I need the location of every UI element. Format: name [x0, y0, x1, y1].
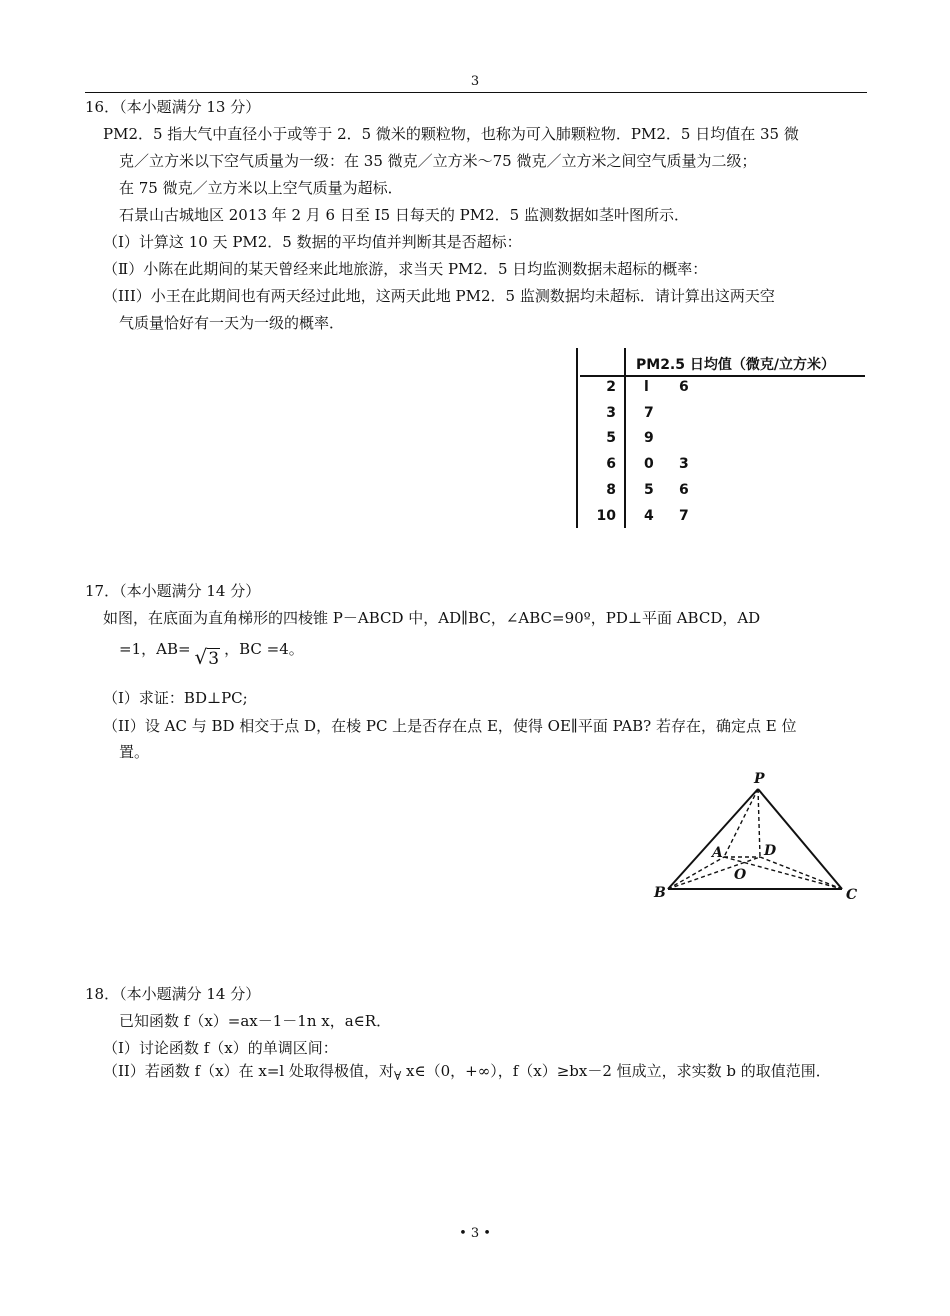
label-a: A [712, 845, 723, 861]
q18-part-2-end: x∈（0，+∞），f（x）≥bx－2 恒成立，求实数 b 的取值范围． [401, 1062, 831, 1080]
q18-title: 18．（本小题满分 14 分） [85, 985, 261, 1003]
q16-part-3: （III）小王在此期间也有两天经过此地，这两天此地 PM2．5 监测数据均未超标．请计算出这两天空 [103, 287, 775, 305]
stem-value: 2 [606, 379, 616, 395]
q17-line-2-start: =1，AB= [119, 640, 191, 658]
leaf-value: l [644, 379, 649, 395]
sqrt-radicand: 3 [208, 649, 220, 669]
q18-part-2 [103, 1061, 831, 1082]
q18-part-2-start: （II）若函数 f（x）在 x=l 处取得极值，对 [103, 1062, 394, 1080]
q16-part-1: （Ⅰ）计算这 10 天 PM2．5 数据的平均值并判断其是否超标： [103, 233, 522, 251]
q17-line-2 [119, 637, 304, 669]
q16-part-2: （Ⅱ）小陈在此期间的某天曾经来此地旅游，求当天 PM2．5 日均监测数据未超标的概率： [103, 260, 708, 278]
stem-leaf-header: PM2.5 日均值（微克/立方米） [636, 357, 835, 373]
stem-value: 6 [606, 456, 616, 472]
stem-leaf-left-rule [576, 348, 578, 528]
edge-pd [758, 789, 760, 857]
q17-part-1: （I）求证：BD⊥PC; [103, 689, 248, 707]
footer-page-number: • 3 • [459, 1226, 491, 1241]
leaf-value: 0 [644, 456, 654, 472]
stem-value: 5 [606, 430, 616, 446]
stem-leaf-top-rule [580, 375, 865, 377]
q18-line-1: 已知函数 f（x）=ax－1－1n x，a∈R． [119, 1012, 392, 1030]
q16-line-2: 克／立方米以下空气质量为一级：在 35 微克／立方米～75 微克／立方米之间空气质量为二级； [119, 152, 757, 170]
stem-value: 8 [606, 482, 616, 498]
label-o: O [734, 867, 747, 883]
leaf-value: 5 [644, 482, 654, 498]
q17-line-1: 如图，在底面为直角梯形的四棱锥 P－ABCD 中，AD∥BC，∠ABC=90º，PD⊥平面 ABCD，AD [103, 609, 761, 627]
header-page-number: 3 [470, 74, 480, 89]
label-b: B [654, 885, 666, 901]
header-rule [85, 92, 867, 93]
label-p: P [754, 771, 765, 787]
leaf-value: 3 [679, 456, 689, 472]
label-d: D [764, 843, 777, 859]
q17-part-2-cont: 置。 [119, 743, 150, 761]
q18-part-1: （I）讨论函数 f（x）的单调区间： [103, 1039, 338, 1057]
leaf-value: 9 [644, 430, 654, 446]
forall-symbol: ∀ [394, 1069, 402, 1083]
sqrt-sign: √ [194, 645, 208, 669]
label-c: C [846, 887, 858, 903]
stem-value: 10 [596, 508, 616, 524]
edge-pc [758, 789, 842, 889]
q16-line-3: 在 75 微克／立方米以上空气质量为超标． [119, 179, 403, 197]
q16-title: 16．（本小题满分 13 分） [85, 98, 261, 116]
stem-leaf-divider [624, 348, 626, 528]
stem-value: 3 [606, 405, 616, 421]
sqrt-expression [195, 647, 221, 669]
q17-part-2: （II）设 AC 与 BD 相交于点 D，在棱 PC 上是否存在点 E，使得 OE∥平面 PAB? 若存在，确定点 E 位 [103, 717, 797, 735]
leaf-value: 7 [644, 405, 654, 421]
edge-pa [724, 789, 758, 857]
q16-part-3-cont: 气质量恰好有一天为一级的概率． [119, 314, 345, 332]
leaf-value: 6 [679, 379, 689, 395]
q17-title: 17．（本小题满分 14 分） [85, 582, 261, 600]
q16-line-4: 石景山古城地区 2013 年 2 月 6 日至 I5 日每天的 PM2．5 监测数据如茎叶图所示． [119, 206, 689, 224]
leaf-value: 6 [679, 482, 689, 498]
leaf-value: 7 [679, 508, 689, 524]
pyramid-figure [650, 765, 865, 905]
q16-line-1: PM2．5 指大气中直径小于或等于 2．5 微米的颗粒物，也称为可入肺颗粒物．PM2．5 日均值在 35 微 [103, 125, 799, 143]
q17-line-2-end: ，BC =4。 [224, 640, 304, 658]
leaf-value: 4 [644, 508, 654, 524]
